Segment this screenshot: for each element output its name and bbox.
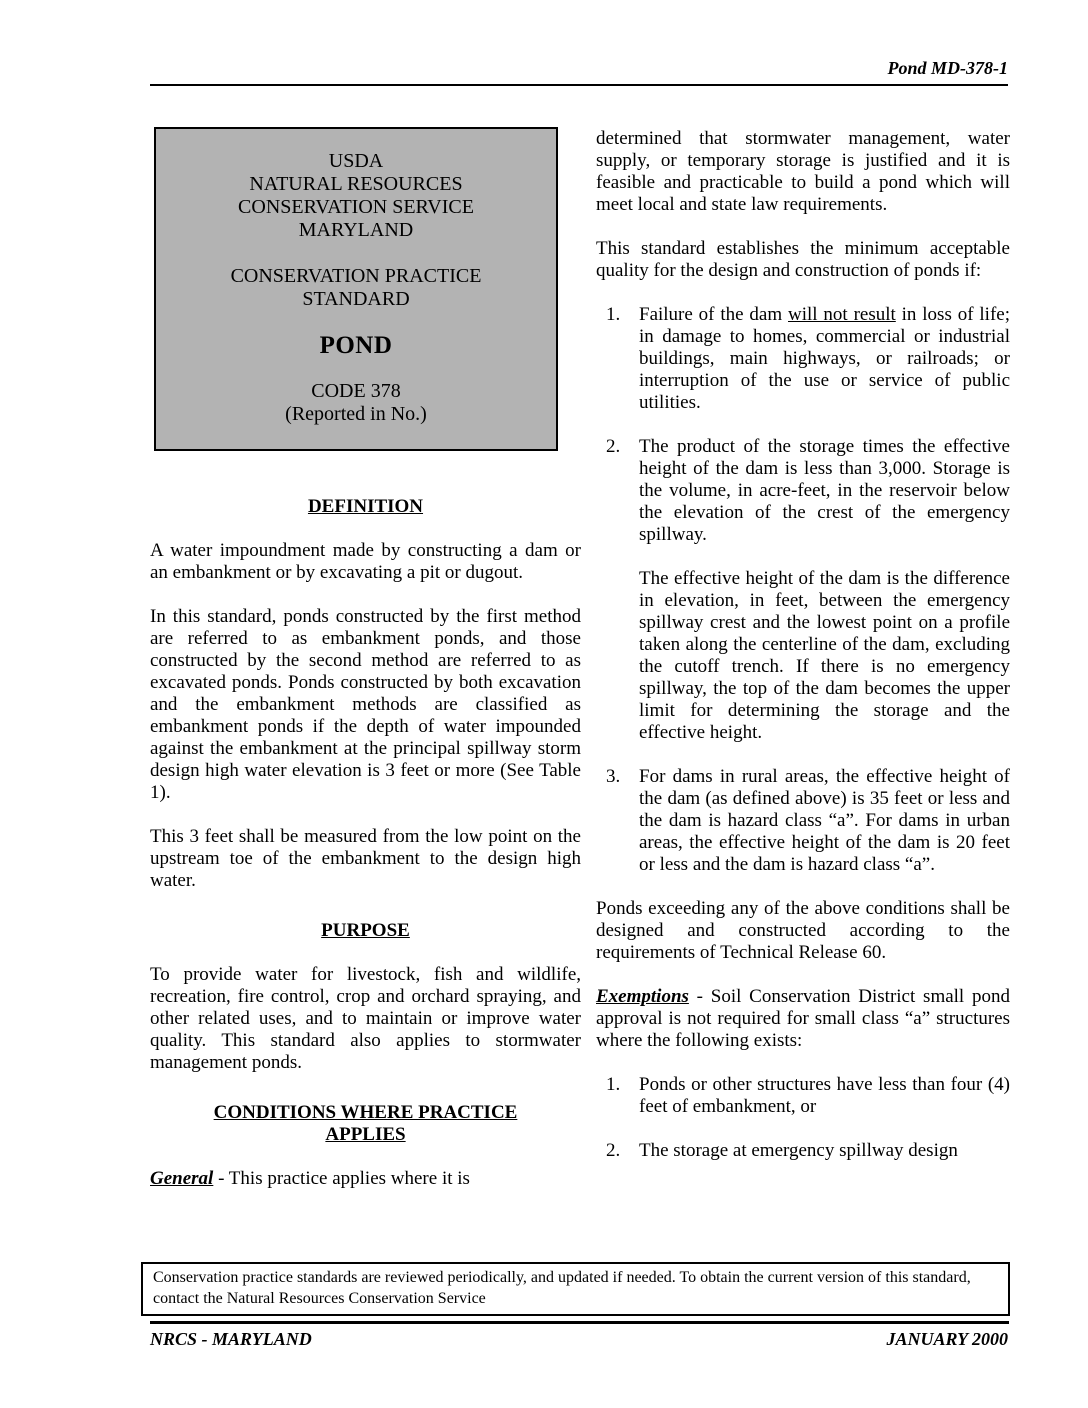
effective-height-note: The effective height of the dam is the difference in elevation, in feet, between the emergency spillway crest and the lowest point on a profile taken along the centerline of the dam, excluding the cutoff trench. If there is no emergency spillway, the top of the dam becomes the upper limit for determining the storage and the effective height.: [639, 568, 1010, 743]
doc-type-line: CONSERVATION PRACTICE: [230, 265, 482, 287]
general-label: General: [150, 1168, 214, 1189]
item-text: Ponds or other structures have less than four (4) feet of embankment, or: [639, 1074, 1010, 1117]
review-notice-box: Conservation practice standards are reviewed periodically, and updated if needed. To obtain the current version of this standard, contact the Natural Resources Conservation Service: [141, 1262, 1010, 1316]
item-text: For dams in rural areas, the effective height of the dam (as defined above) is 35 feet or less and the dam is hazard class “a”. For dams in urban areas, the effective height of the dam is 20 feet or less and the dam is hazard class “a”.: [639, 766, 1010, 875]
conditions-heading: CONDITIONS WHERE PRACTICE APPLIES: [213, 1102, 518, 1145]
exceeding-conditions-paragraph: Ponds exceeding any of the above conditions shall be designed and constructed according to the requirements of Technical Release 60.: [596, 898, 1010, 963]
item-text: The product of the storage times the effective height of the dam is less than 3,000. Storage is the volume, in acre-feet, in the reservoir below the elevation of the crest of the emergency spillway.: [639, 436, 1010, 545]
exemption-item-1: [596, 1074, 1010, 1118]
exemptions-label: Exemptions: [596, 986, 689, 1007]
right-column: [596, 120, 1010, 1190]
condition-item-2: [596, 436, 1010, 546]
doc-reference: Pond MD-378-1: [887, 58, 1008, 78]
definition-paragraph-1: A water impoundment made by constructing a dam or an embankment or by excavating a pit or dugout.: [150, 540, 581, 583]
agency-block: [166, 150, 546, 242]
agency-line: CONSERVATION SERVICE: [238, 196, 474, 218]
code-block: [166, 380, 546, 426]
practice-code: CODE 378: [311, 380, 401, 402]
practice-title: POND: [319, 332, 393, 359]
left-column: [150, 120, 581, 1190]
item-text-underlined: will not result: [788, 304, 896, 325]
item-number: 3.: [606, 766, 621, 787]
general-paragraph: [150, 1168, 581, 1190]
exemptions-text: - Soil Conservation District small pond approval is not required for small class “a” structures where the following exists:: [596, 986, 1010, 1051]
item-text-pre: Failure of the dam: [639, 304, 789, 325]
continuation-paragraph: determined that stormwater management, water supply, or temporary storage is justified and it is feasible and practicable to build a pond which will meet local and state law requirements.: [596, 128, 1010, 215]
practice-code-note: (Reported in No.): [285, 403, 427, 425]
standard-title-box: [154, 127, 558, 451]
two-column-content: [150, 120, 1010, 1190]
purpose-heading: PURPOSE: [321, 920, 410, 941]
item-number: 2.: [606, 436, 621, 457]
definition-heading: DEFINITION: [307, 496, 424, 517]
agency-line: MARYLAND: [298, 219, 414, 241]
exemptions-paragraph: [596, 986, 1010, 1052]
general-text: - This practice applies where it is: [213, 1168, 470, 1189]
agency-line: NATURAL RESOURCES: [249, 173, 463, 195]
item-number: 1.: [606, 304, 621, 325]
doc-type-line: STANDARD: [302, 288, 410, 310]
standard-quality-paragraph: This standard establishes the minimum acceptable quality for the design and construction of ponds if:: [596, 238, 1010, 281]
doc-type-block: [166, 265, 546, 311]
item-text: The storage at emergency spillway design: [639, 1140, 958, 1161]
footer-divider: [150, 1321, 1009, 1324]
purpose-paragraph: To provide water for livestock, fish and wildlife, recreation, fire control, crop and orchard spraying, and other related uses, and to maintain or improve water quality. This standard also applies to stormwater management ponds.: [150, 964, 581, 1073]
condition-item-1: [596, 304, 1010, 414]
footer-meta-row: [150, 1329, 1008, 1350]
exemption-item-2: [596, 1140, 1010, 1162]
item-number: 2.: [606, 1140, 621, 1161]
definition-paragraph-2: In this standard, ponds constructed by the first method are referred to as embankment ponds, and those constructed by the second method are referred to as excavated ponds. Ponds constructed by both excavation and the embankment methods are classified as embankment ponds if the depth of water impounded against the embankment at the principal spillway storm design high water elevation is 3 feet or more (See Table 1).: [150, 606, 581, 803]
footer-date: JANUARY 2000: [886, 1329, 1008, 1349]
page-header-reference: [150, 58, 1008, 86]
item-text-post: in loss of life; in damage to homes, commercial or industrial buildings, main highways, or railroads; or interruption of the use or service of public utilities.: [639, 304, 1010, 413]
agency-line: USDA: [328, 150, 384, 172]
definition-paragraph-3: This 3 feet shall be measured from the low point on the upstream toe of the embankment to the design high water.: [150, 826, 581, 891]
footer-agency: NRCS - MARYLAND: [150, 1329, 312, 1349]
condition-item-3: [596, 766, 1010, 876]
item-number: 1.: [606, 1074, 621, 1095]
